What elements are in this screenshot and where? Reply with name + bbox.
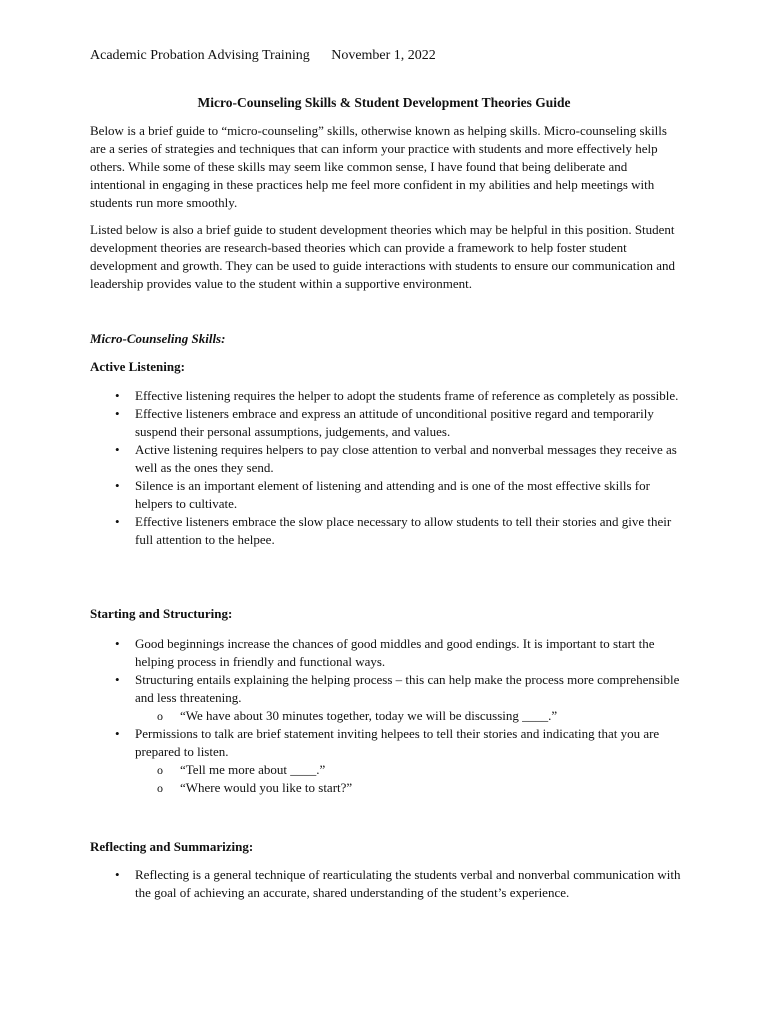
active-listening-list [90,387,690,549]
intro-paragraph-2: Listed below is also a brief guide to student development theories which may be helpful in this position. Student development theories are research-based theories which can provide a framework to help foster student development and growth. They can be used to guide interactions with students to ensure our communication and leadership provides value to the student within a supportive environment. [90,222,675,291]
list-item: • Active listening requires helpers to pay close attention to verbal and nonverbal messages they receive as well as the ones they send. [90,441,690,477]
sub-list [135,707,690,725]
list-item: • Effective listeners embrace and express an attitude of unconditional positive regard and temporarily suspend their personal assumptions, judgements, and values. [90,405,690,441]
starting-structuring-heading: Starting and Structuring: [90,606,233,621]
sub-list-item: o “Tell me more about ____.” [135,761,690,779]
active-listening-heading: Active Listening: [90,359,185,374]
list-item-text: Structuring entails explaining the helping process – this can help make the process more comprehensible and less threatening. [135,672,680,705]
header-date: November 1, 2022 [331,48,436,63]
list-item: • Effective listening requires the helper to adopt the students frame of reference as completely as possible. [90,387,690,405]
intro-paragraph-1: Below is a brief guide to “micro-counseling” skills, otherwise known as helping skills. Micro-counseling skills are a series of strategies and techniques that can inform your practice with students and more effectively help others. While some of these skills may seem like common sense, I have found that being deliberate and intentional in engaging in these practices help me feel more confident in my abilities and help meetings with students run more smoothly. [90,123,667,210]
header-course: Academic Probation Advising Training [90,48,310,63]
list-item-text: Good beginnings increase the chances of good middles and good endings. It is important to start the helping process in friendly and functional ways. [135,636,655,669]
starting-structuring-list [90,635,690,797]
sub-list-item: o “Where would you like to start?” [135,779,690,797]
list-item: • Effective listeners embrace the slow place necessary to allow students to tell their stories and give their full attention to the helpee. [90,513,690,549]
sub-list-item: o “We have about 30 minutes together, today we will be discussing ____.” [135,707,690,725]
list-item [90,725,690,797]
list-item-text: Permissions to talk are brief statement inviting helpees to tell their stories and indicating that you are prepared to listen. [135,726,660,759]
sub-list [135,761,690,797]
list-item [90,635,690,671]
reflecting-summarizing-list [90,866,690,902]
reflecting-summarizing-heading: Reflecting and Summarizing: [90,839,254,854]
document-header [90,47,436,65]
list-item [90,671,690,725]
micro-counseling-section-label: Micro-Counseling Skills: [90,331,226,346]
document-title: Micro-Counseling Skills & Student Development Theories Guide [197,95,571,110]
list-item: • Silence is an important element of listening and attending and is one of the most effective skills for helpers to cultivate. [90,477,690,513]
list-item: • Reflecting is a general technique of rearticulating the students verbal and nonverbal communication with the goal of achieving an accurate, shared understanding of the student’s experience. [90,866,690,902]
